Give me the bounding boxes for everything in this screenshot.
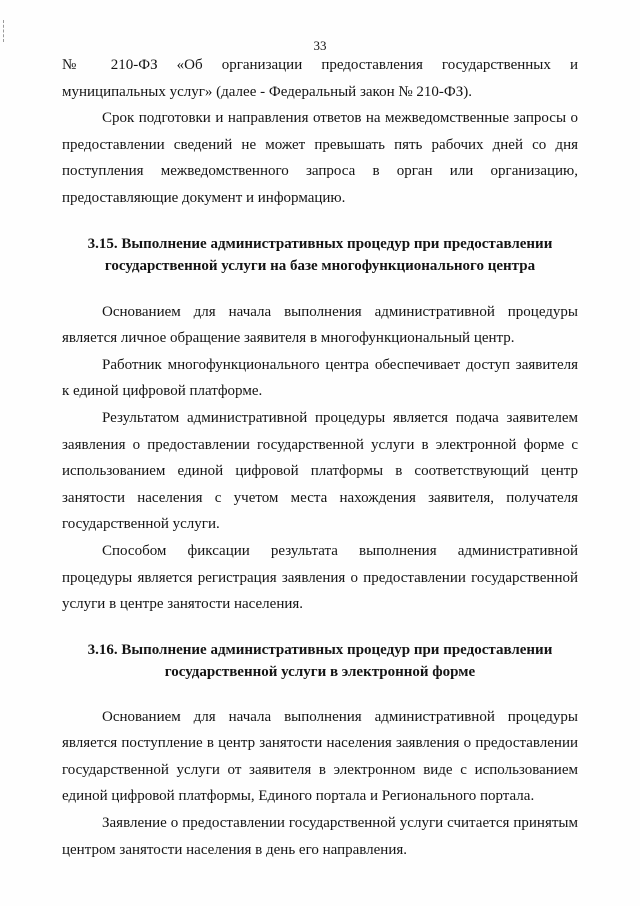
paragraph-basis-electronic: Основанием для начала выполнения административной процедуры является поступление в центр занятости населения заявления о предоставлении государственной услуги от заявителя в электронном виде с использованием единой цифровой платформы, Единого портала и Регионального портала. bbox=[62, 708, 578, 805]
paragraph-law-reference: № 210-ФЗ «Об организации предоставления государственных и муниципальных услуг» (далее - Федеральный закон № 210-ФЗ). bbox=[62, 57, 578, 100]
section-heading-3-16 bbox=[62, 639, 578, 683]
paragraph-basis-mfc: Основанием для начала выполнения административной процедуры является личное обращение заявителя в многофункциональный центр. bbox=[62, 303, 578, 347]
section-heading-3-16-line1: 3.16. Выполнение административных процедур при предоставлении bbox=[87, 641, 553, 658]
page-number: 33 bbox=[313, 38, 327, 53]
paragraph-application-accepted: Заявление о предоставлении государственной услуги считается принятым центром занятости населения в день его направления. bbox=[62, 815, 578, 858]
section-heading-3-15-line2: государственной услуги на базе многофункционального центра bbox=[104, 257, 536, 274]
paragraph-fixation-mfc: Способом фиксации результата выполнения административной процедуры является регистрация заявления о предоставлении государственной услуги в центре занятости населения. bbox=[62, 542, 578, 613]
section-heading-3-16-line2: государственной услуги в электронной форме bbox=[164, 663, 476, 680]
section-heading-3-15 bbox=[62, 233, 578, 277]
section-heading-3-15-line1: 3.15. Выполнение административных процедур при предоставлении bbox=[87, 235, 553, 252]
paragraph-response-deadline: Срок подготовки и направления ответов на межведомственные запросы о предоставлении сведений не может превышать пять рабочих дней со дня поступления межведомственного запроса в орган или организацию, предоставляющие документ и информацию. bbox=[62, 110, 578, 206]
document-body bbox=[62, 52, 578, 863]
paragraph-mfc-worker: Работник многофункционального центра обеспечивает доступ заявителя к единой цифровой платформе. bbox=[62, 356, 578, 400]
paragraph-result-mfc: Результатом административной процедуры является подача заявителем заявления о предоставлении государственной услуги в электронной форме с использованием единой цифровой платформы в соответствующий центр занятости населения с учетом места нахождения заявителя, получателя государственной услуги. bbox=[62, 409, 578, 533]
